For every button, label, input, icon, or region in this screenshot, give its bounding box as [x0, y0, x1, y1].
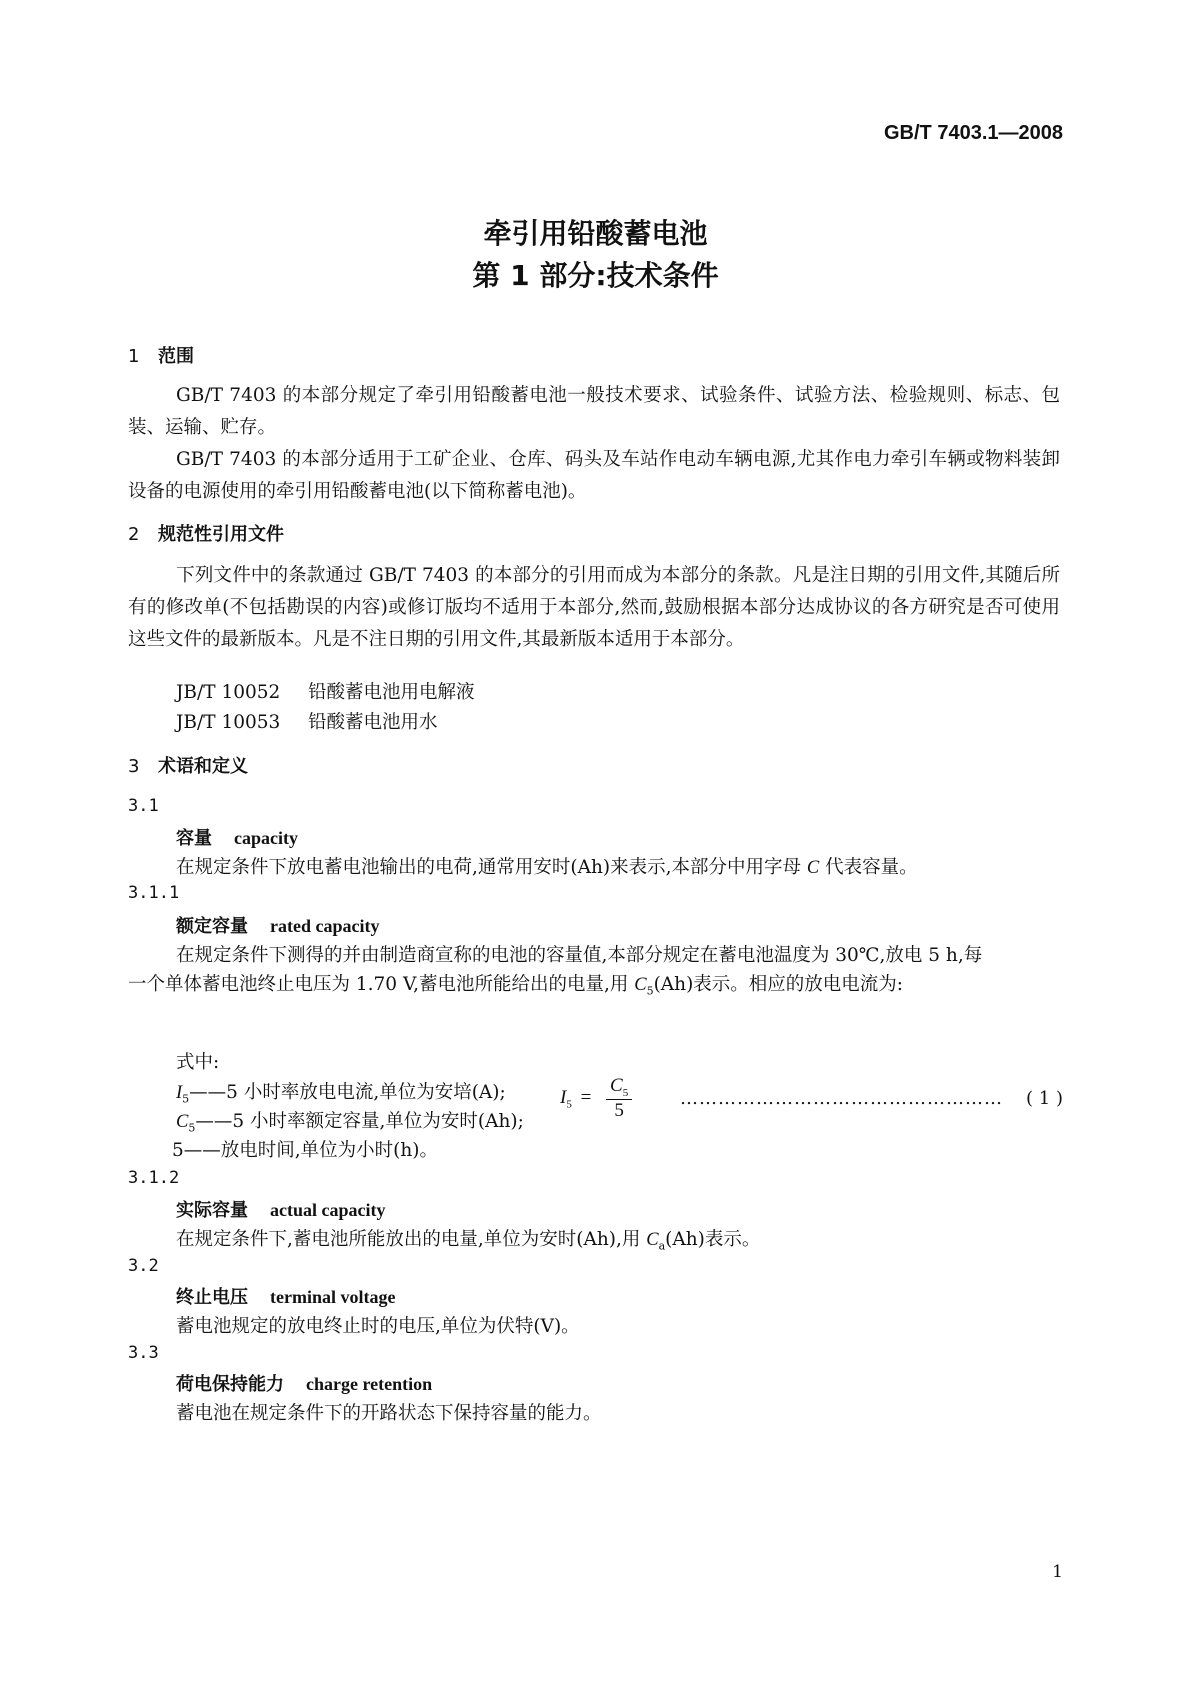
section-1-heading: [128, 342, 194, 368]
term-definition: 在规定条件下测得的并由制造商宣称的电池的容量值,本部分规定在蓄电池温度为 30℃,放电 5 h,每: [176, 945, 983, 966]
where-label: 式中:: [176, 1052, 220, 1073]
term-english: actual capacity: [270, 1200, 386, 1220]
section-title: 范围: [158, 346, 194, 367]
clause-number: 3.1: [128, 796, 159, 816]
term-english: rated capacity: [270, 916, 380, 936]
term-definition: 蓄电池在规定条件下的开路状态下保持容量的能力。: [176, 1403, 602, 1424]
clause-number: 3.1.2: [128, 1168, 180, 1188]
term-chinese: 终止电压: [176, 1287, 248, 1308]
section-1-paragraph-2: GB/T 7403 的本部分适用于工矿企业、仓库、码头及车站作电动车辆电源,尤其作电力牵引车辆或物料装卸设备的电源使用的牵引用铅酸蓄电池(以下简称蓄电池)。: [128, 449, 1060, 502]
term-english: terminal voltage: [270, 1287, 396, 1307]
term-definition: 在规定条件下,蓄电池所能放出的电量,单位为安时(Ah),用 $C_a(Ah)$表示。: [176, 1229, 761, 1253]
equation-number: ( 1 ): [1026, 1088, 1063, 1109]
section-2-paragraph: 下列文件中的条款通过 GB/T 7403 的本部分的引用而成为本部分的条款。凡是注日期的引用文件,其随后所有的修改单(不包括勘误的内容)或修订版均不适用于本部分,然而,鼓励根据本部分达成协议的各方研究是否可使用这些文件的最新版本。凡是不注日期的引用文件,其最新版本适用于本部分。: [128, 565, 1060, 650]
term-heading: [176, 1370, 432, 1396]
term-heading: [176, 912, 379, 938]
section-number: 3: [128, 756, 140, 777]
clause-number: 3.1.1: [128, 883, 180, 903]
where-item: 5——放电时间,单位为小时(h)。: [172, 1140, 439, 1161]
reference-title: 铅酸蓄电池用电解液: [308, 682, 475, 703]
reference-title: 铅酸蓄电池用水: [308, 712, 438, 733]
doc-subtitle: 第 1 部分:技术条件: [472, 259, 719, 292]
reference-item: [176, 678, 475, 704]
standard-number: GB/T 7403.1—2008: [884, 122, 1063, 144]
where-item: $I_5——5$ 小时率放电电流,单位为安培(A);: [176, 1082, 506, 1106]
section-number: 1: [128, 346, 140, 367]
section-number: 2: [128, 524, 140, 545]
term-heading: [176, 1196, 385, 1222]
formula-lhs: I: [560, 1086, 567, 1108]
formula-leader-dots: ……………………………………………: [680, 1088, 1003, 1109]
term-heading: [176, 1283, 395, 1309]
clause-number: 3.2: [128, 1256, 159, 1276]
term-english: capacity: [234, 828, 298, 848]
term-chinese: 额定容量: [176, 916, 248, 937]
section-2-heading: [128, 520, 284, 546]
term-english: charge retention: [306, 1374, 433, 1394]
term-heading: [176, 824, 298, 850]
reference-code: JB/T 10053: [176, 712, 281, 733]
term-chinese: 容量: [176, 828, 212, 849]
term-definition: 蓄电池规定的放电终止时的电压,单位为伏特(V)。: [176, 1316, 580, 1337]
section-title: 术语和定义: [158, 756, 248, 777]
section-3-heading: [128, 752, 248, 778]
term-chinese: 实际容量: [176, 1200, 248, 1221]
doc-title: 牵引用铅酸蓄电池: [483, 217, 708, 250]
page-number: 1: [1052, 1562, 1063, 1582]
section-title: 规范性引用文件: [158, 524, 284, 545]
section-1-paragraph-1: GB/T 7403 的本部分规定了牵引用铅酸蓄电池一般技术要求、试验条件、试验方法、检验规则、标志、包装、运输、贮存。: [128, 385, 1060, 438]
where-item: $C_5——5$ 小时率额定容量,单位为安时(Ah);: [176, 1111, 524, 1135]
reference-code: JB/T 10052: [176, 682, 281, 703]
term-definition-continued: 一个单体蓄电池终止电压为 1.70 V,蓄电池所能给出的电量,用 $C_5(Ah)$表示。相应的放电电流为:: [128, 974, 904, 998]
term-definition: 在规定条件下放电蓄电池输出的电荷,通常用安时(Ah)来表示,本部分中用字母 C 代表容量。: [176, 857, 918, 878]
reference-item: [176, 708, 438, 734]
formula: $I_5$ = $\frac{C_5}{5}$: [560, 1075, 632, 1122]
term-chinese: 荷电保持能力: [176, 1374, 284, 1395]
formula-fraction: $\frac{C_5}{5}$: [606, 1075, 632, 1122]
clause-number: 3.3: [128, 1343, 159, 1363]
